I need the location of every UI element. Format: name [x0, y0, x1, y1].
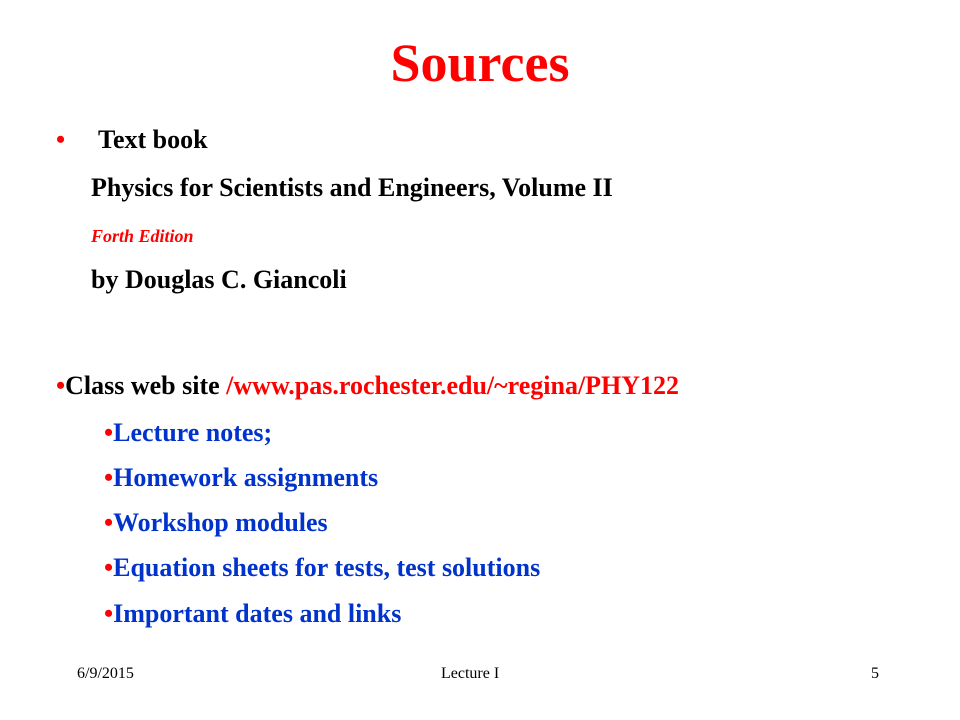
list-item-text[interactable]: Homework assignments — [113, 463, 379, 492]
textbook-bullet-line — [56, 124, 65, 156]
website-bullet: • — [56, 371, 66, 400]
website-url-link[interactable]: /www.pas.rochester.edu/~regina/PHY122 — [226, 371, 680, 400]
textbook-heading: Text book — [98, 125, 208, 154]
slide-title: Sources — [390, 33, 570, 93]
footer-date: 6/9/2015 — [77, 665, 134, 682]
list-bullet: • — [104, 508, 114, 537]
list-item-text[interactable]: Workshop modules — [113, 508, 328, 537]
list-bullet: • — [104, 463, 114, 492]
website-item-homework[interactable] — [104, 462, 378, 494]
website-label: Class web site — [65, 371, 227, 400]
book-author: by Douglas C. Giancoli — [91, 265, 347, 294]
list-bullet: • — [104, 553, 114, 582]
website-item-dates-links[interactable] — [104, 598, 401, 630]
website-line — [56, 370, 679, 402]
list-bullet: • — [104, 418, 114, 447]
list-item-text[interactable]: Lecture notes; — [113, 418, 273, 447]
list-bullet: • — [104, 599, 114, 628]
book-title: Physics for Scientists and Engineers, Volume II — [91, 173, 613, 202]
book-edition: Forth Edition — [91, 226, 194, 246]
footer-page-number: 5 — [871, 665, 879, 682]
list-item-text[interactable]: Equation sheets for tests, test solutions — [113, 553, 541, 582]
website-item-workshop[interactable] — [104, 507, 328, 539]
textbook-bullet: • — [56, 125, 66, 154]
website-item-equation-sheets[interactable] — [104, 552, 540, 584]
list-item-text[interactable]: Important dates and links — [113, 599, 402, 628]
website-item-lecture-notes[interactable] — [104, 417, 272, 449]
footer-lecture: Lecture I — [441, 665, 500, 682]
